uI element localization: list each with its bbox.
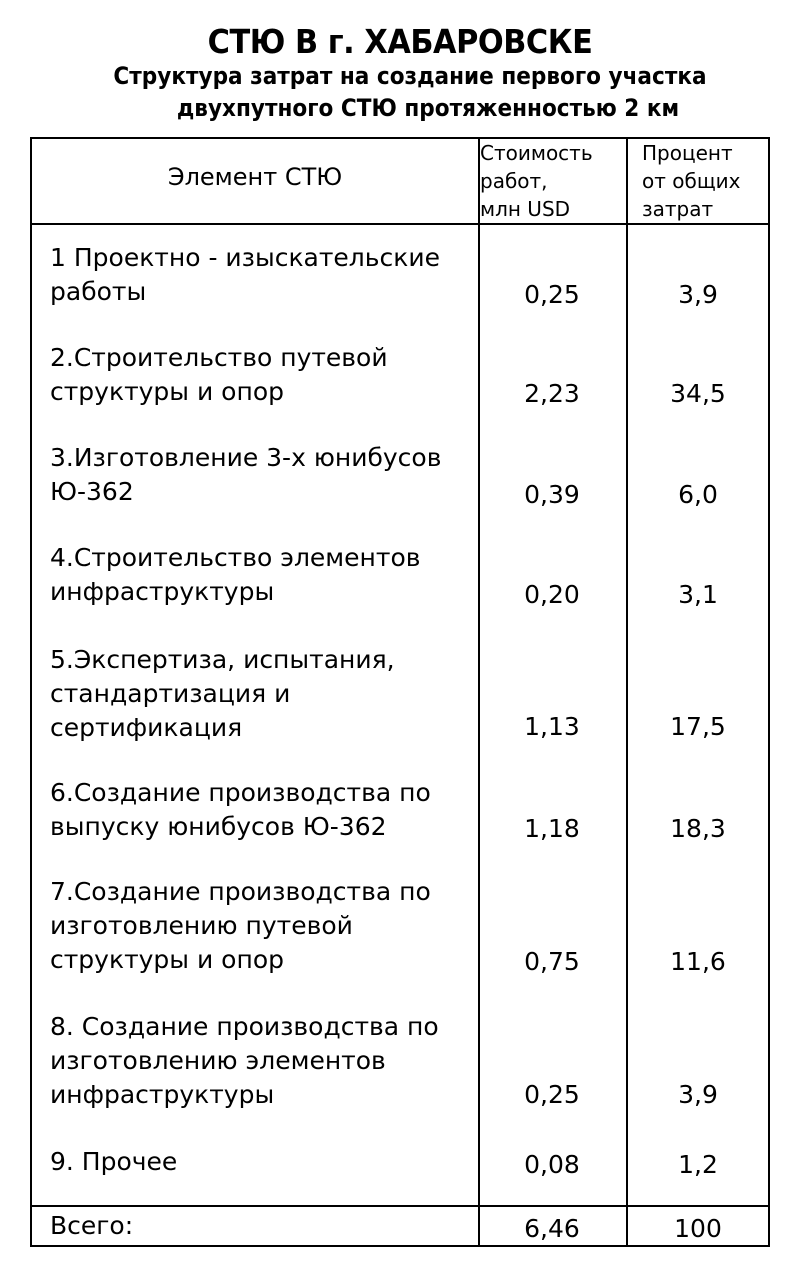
row-label-line: инфраструктуры [50,1080,275,1109]
row-label-line: работы [50,277,147,306]
row-percent: 34,5 [670,379,726,408]
row-percent: 3,9 [678,280,718,309]
row-label-line: изготовлению элементов [50,1046,386,1075]
total-cost: 6,46 [524,1214,580,1243]
header-divider [32,223,768,225]
row-label-line: 4.Строительство элементов [50,543,421,572]
row-label-line: 8. Создание производства по [50,1012,439,1041]
row-label-line: структуры и опор [50,377,284,406]
row-label [50,1145,480,1179]
row-label-line: 5.Экспертиза, испытания, [50,645,395,674]
document-subtitle [113,60,707,124]
row-label [50,441,480,509]
row-label-line: 7.Создание производства по [50,877,431,906]
row-label [50,776,480,844]
row-label [50,1010,480,1112]
row-label-line: 6.Создание производства по [50,778,431,807]
cost-structure-table [30,137,770,1247]
row-label-line: 9. Прочее [50,1147,178,1176]
row-label [50,341,480,409]
row-label [50,643,480,745]
row-label-line: Ю-362 [50,477,134,506]
header-cost-line: Стоимость [480,141,593,165]
row-percent: 3,1 [678,580,718,609]
header-percent-line: затрат [642,197,714,221]
total-label: Всего: [50,1211,134,1240]
document-title: СТЮ В г. ХАБАРОВСКЕ [207,22,593,61]
row-percent: 1,2 [678,1150,718,1179]
header-element: Элемент СТЮ [167,163,343,191]
header-percent-line: от общих [642,169,741,193]
row-cost: 0,20 [524,580,580,609]
row-percent: 18,3 [670,814,726,843]
row-label-line: 3.Изготовление 3-х юнибусов [50,443,442,472]
row-label [50,241,480,309]
row-cost: 1,18 [524,814,580,843]
row-label [50,875,480,977]
row-cost: 0,75 [524,947,580,976]
row-cost: 0,08 [524,1150,580,1179]
row-cost: 2,23 [524,379,580,408]
row-label-line: 1 Проектно - изыскательские [50,243,440,272]
row-label-line: 2.Строительство путевой [50,343,388,372]
row-percent: 3,9 [678,1080,718,1109]
row-label-line: сертификация [50,713,243,742]
header-cost-line: работ, [480,169,548,193]
row-percent: 6,0 [678,480,718,509]
row-percent: 17,5 [670,712,726,741]
header-percent [642,139,768,223]
total-divider [32,1205,768,1207]
total-percent: 100 [674,1214,722,1243]
header-cost [480,139,626,223]
row-label-line: выпуску юнибусов Ю-362 [50,812,387,841]
row-cost: 0,39 [524,480,580,509]
row-label-line: изготовлению путевой [50,911,353,940]
row-label-line: структуры и опор [50,945,284,974]
row-label-line: стандартизация и [50,679,291,708]
header-percent-line: Процент [642,141,733,165]
subtitle-line-1: Структура затрат на создание первого участка [113,62,707,90]
header-cost-line: млн USD [480,197,571,221]
row-label-line: инфраструктуры [50,577,275,606]
row-cost: 0,25 [524,280,580,309]
row-label [50,541,480,609]
row-cost: 1,13 [524,712,580,741]
row-cost: 0,25 [524,1080,580,1109]
subtitle-line-2: двухпутного СТЮ протяженностью 2 км [176,94,680,122]
row-percent: 11,6 [670,947,726,976]
